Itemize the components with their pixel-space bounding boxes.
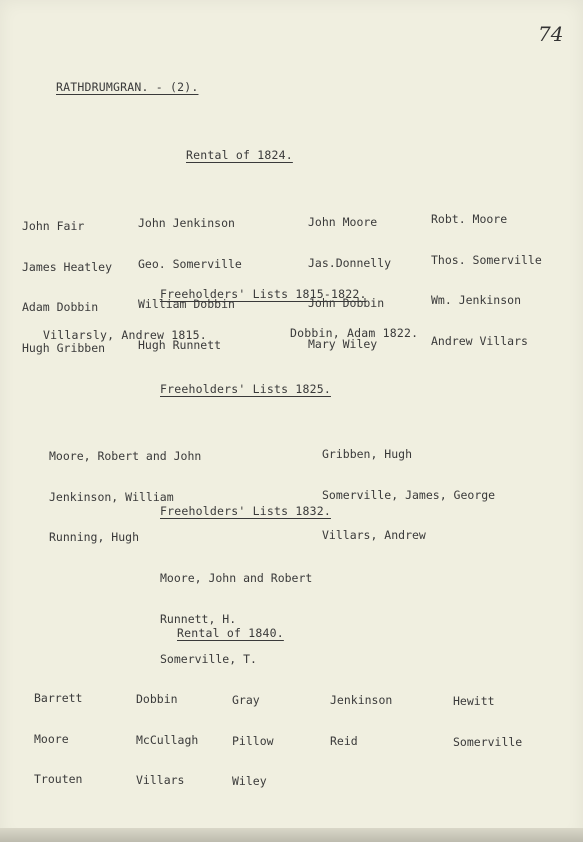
list-item: Robt. Moore <box>431 212 508 226</box>
list-item: Villars, Andrew <box>322 528 426 542</box>
list-item: Jas.Donnelly <box>308 255 392 270</box>
freeholders-1832-title: Freeholders' Lists 1832. <box>160 504 331 518</box>
list-item: Dobbin <box>136 692 178 706</box>
list-item: Mary Wiley <box>308 336 378 351</box>
list-item: Wm. Jenkinson <box>431 293 522 307</box>
rental-1824-column-3 <box>308 189 391 378</box>
list-item: Running, Hugh <box>49 530 140 544</box>
list-item: Gray <box>232 693 260 707</box>
rental-1824-column-4 <box>431 186 542 375</box>
list-item: James Heatley <box>22 259 113 274</box>
list-item: John Jenkinson <box>138 216 235 230</box>
rental-1840-column-1 <box>34 665 82 814</box>
page-number: 74 <box>538 22 564 46</box>
list-item: John Moore <box>308 215 378 229</box>
list-item: Adam Dobbin <box>22 300 99 314</box>
list-item: Andrew Villars <box>431 333 528 348</box>
rental-1840-column-2 <box>136 666 198 815</box>
rental-1824-column-1 <box>22 193 112 382</box>
freeholder-entry: Villarsly, Andrew 1815. <box>43 328 207 342</box>
list-item: Trouten <box>34 772 83 786</box>
list-item: Jenkinson, William <box>49 489 174 504</box>
list-item: Runnett, H. <box>160 611 237 626</box>
freeholders-1825-title: Freeholders' Lists 1825. <box>160 382 331 396</box>
list-item: Somerville <box>453 734 523 749</box>
list-item: Reid <box>330 733 358 748</box>
rental-1840-column-3 <box>232 667 274 816</box>
list-item: Pillow <box>232 733 274 748</box>
list-item: Thos. Somerville <box>431 252 542 267</box>
list-item: Moore <box>34 731 69 746</box>
list-item: Moore, John and Robert <box>160 571 313 585</box>
list-item: McCullagh <box>136 732 199 747</box>
list-item: Jenkinson <box>330 693 393 707</box>
list-item: Somerville, James, George <box>322 487 496 502</box>
list-item: Moore, Robert and John <box>49 449 202 463</box>
document-heading: RATHDRUMGRAN. - (2). <box>56 80 199 94</box>
list-item: John Dobbin <box>308 296 385 310</box>
list-item: Villars <box>136 773 185 787</box>
list-item: Hugh Gribben <box>22 340 106 355</box>
list-item: William Dobbin <box>138 297 235 311</box>
list-item: Wiley <box>232 774 267 788</box>
list-item: John Fair <box>22 219 85 233</box>
list-item: Barrett <box>34 691 83 705</box>
freeholders-1825-right <box>322 421 495 570</box>
page-bottom-edge <box>0 828 583 842</box>
rental-1840-column-4 <box>330 667 392 775</box>
rental-1824-title: Rental of 1824. <box>186 148 293 162</box>
list-item: Hugh Runnett <box>138 337 222 352</box>
list-item: Somerville, T. <box>160 652 257 666</box>
list-item: Gribben, Hugh <box>322 447 413 461</box>
rental-1824-column-2 <box>138 190 242 379</box>
list-item: Hewitt <box>453 694 495 708</box>
rental-1840-title: Rental of 1840. <box>177 626 284 640</box>
freeholders-1815-title: Freeholders' Lists 1815-1822. <box>160 287 367 301</box>
list-item: Geo. Somerville <box>138 256 242 271</box>
freeholder-entry: Dobbin, Adam 1822. <box>290 326 419 340</box>
rental-1840-column-5 <box>453 668 522 776</box>
